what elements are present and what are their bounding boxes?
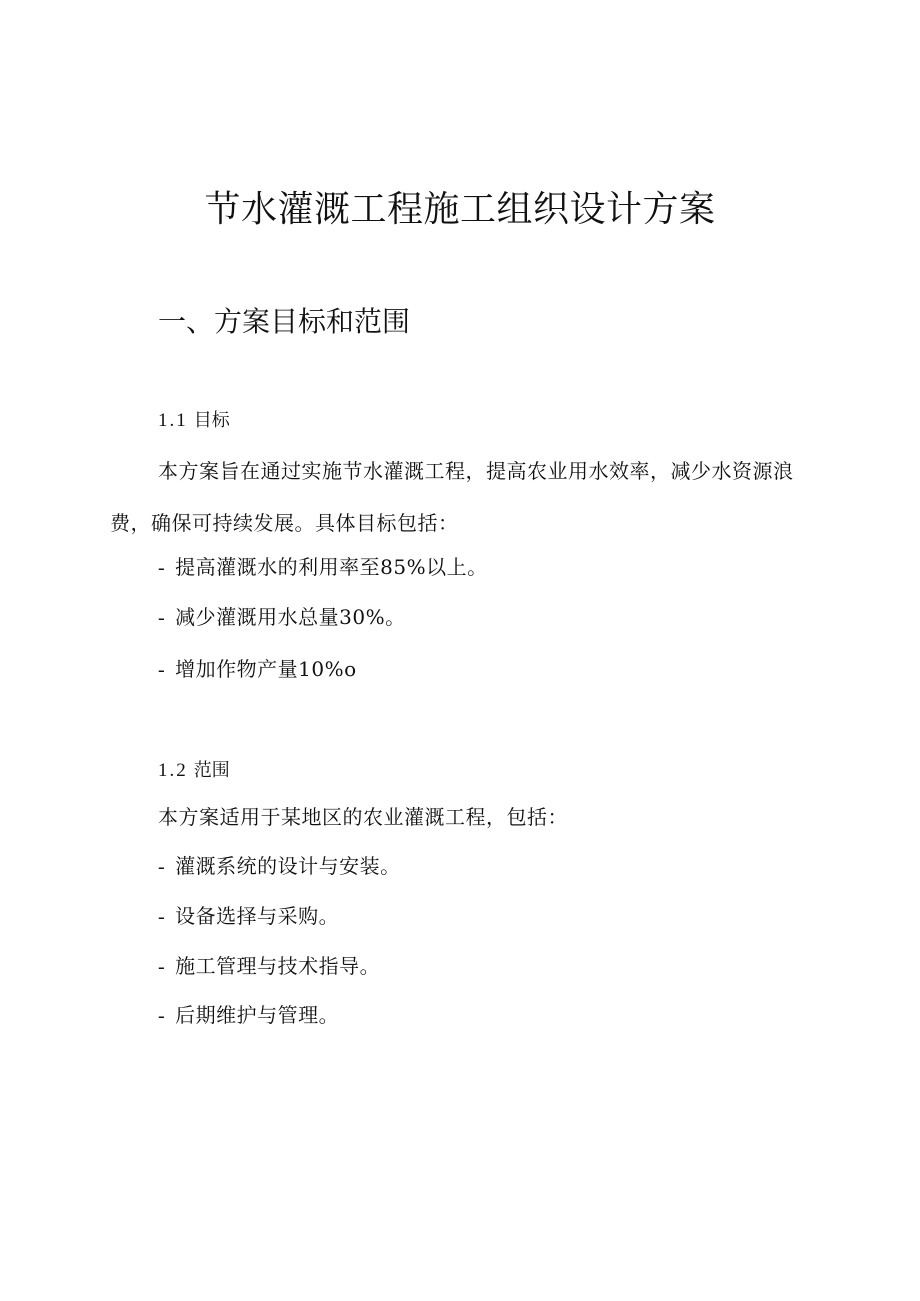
- subsection-label: 范围: [193, 760, 230, 781]
- list-item: [158, 901, 339, 932]
- bullet-marker: -: [158, 607, 166, 629]
- subsection-number: 1.2: [158, 760, 188, 781]
- list-item-text: 减少灌溉用水总量30%。: [175, 605, 406, 629]
- list-item-text: 施工管理与技术指导。: [175, 954, 381, 978]
- scope-paragraph: 本方案适用于某地区的农业灌溉工程，包括：: [158, 805, 568, 829]
- list-item: [158, 602, 406, 633]
- subsection-label: 目标: [193, 410, 230, 431]
- bullet-marker: -: [158, 1005, 166, 1027]
- bullet-marker: -: [158, 906, 166, 928]
- bullet-marker: -: [158, 956, 166, 978]
- subsection-heading-1-2: [158, 756, 230, 786]
- bullet-marker: -: [158, 557, 166, 579]
- list-item-text: 增加作物产量10%o: [175, 657, 357, 681]
- subsection-number: 1.1: [158, 410, 188, 431]
- list-item: [158, 1000, 339, 1031]
- list-item: [158, 654, 357, 685]
- document-title: 节水灌溉工程施工组织设计方案: [204, 189, 716, 230]
- list-item-text: 设备选择与采购。: [175, 904, 340, 928]
- subsection-heading-1-1: [158, 406, 230, 436]
- list-item: [158, 552, 488, 583]
- list-item-text: 后期维护与管理。: [175, 1003, 340, 1027]
- list-item: [158, 951, 380, 982]
- goal-paragraph: 本方案旨在通过实施节水灌溉工程，提高农业用水效率，减少水资源浪费，确保可持续发展。具体目标包括：: [110, 459, 794, 535]
- bullet-marker: -: [158, 659, 166, 681]
- bullet-marker: -: [158, 856, 166, 878]
- section-heading-1: 一、方案目标和范围: [158, 305, 411, 338]
- list-item-text: 提高灌溉水的利用率至85%以上。: [175, 555, 488, 579]
- list-item: [158, 851, 401, 882]
- list-item-text: 灌溉系统的设计与安装。: [175, 854, 401, 878]
